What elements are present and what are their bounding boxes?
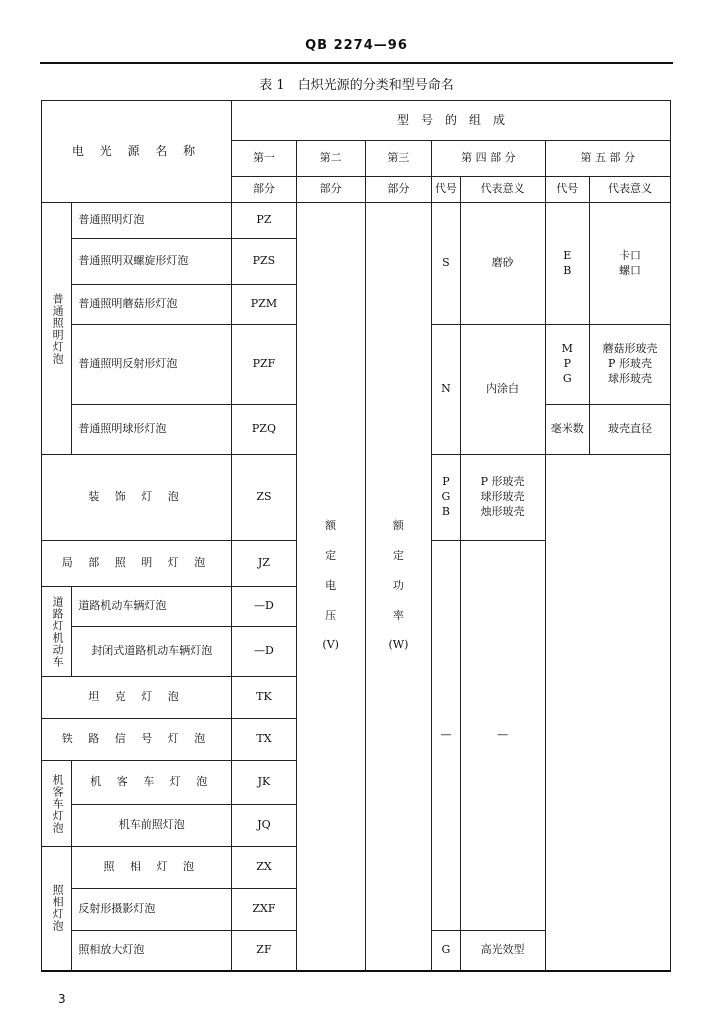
p4-meaning-d: — (460, 541, 545, 931)
part2-line1: 额 (325, 519, 337, 533)
name-r1: 普通照明灯泡 (72, 203, 232, 239)
group-loco-label: 机客车灯泡 (51, 773, 65, 834)
name-r14: 照 相 灯 泡 (72, 847, 232, 889)
standard-code: QB 2274—96 (305, 38, 408, 53)
p5-meanings-b (590, 325, 671, 405)
name-r7: 局 部 照 明 灯 泡 (42, 541, 232, 587)
name-r16: 照相放大灯泡 (72, 931, 232, 971)
group-general (42, 203, 72, 455)
p4-code-d: — (432, 541, 460, 931)
p4-meaning-e: 高光效型 (460, 931, 545, 971)
code-r14: ZX (232, 847, 297, 889)
name-r4: 普通照明反射形灯泡 (72, 325, 232, 405)
group-road-label: 道路灯机动车 (51, 595, 65, 668)
part3-col (365, 203, 432, 971)
p4-code-b: N (432, 325, 460, 455)
p4-code-c1: P (442, 475, 450, 489)
name-r12: 机 客 车 灯 泡 (72, 761, 232, 805)
p4-meaning-c3: 烛形玻壳 (480, 504, 525, 518)
p4-code-c2: G (441, 490, 451, 504)
part3-line2: 定 (392, 549, 404, 563)
header-part4-meaning: 代表意义 (460, 177, 545, 203)
code-r6: ZS (232, 455, 297, 541)
part3-line5: (W) (388, 638, 409, 652)
page-number: 3 (58, 992, 66, 1006)
name-r15: 反射形摄影灯泡 (72, 889, 232, 931)
part3-line3: 功 (392, 578, 404, 592)
code-r8: —D (232, 587, 297, 627)
header-name: 电 光 源 名 称 (42, 101, 232, 203)
name-r9: 封闭式道路机动车辆灯泡 (72, 627, 232, 677)
p5-meaning-a2: 螺口 (619, 263, 641, 277)
p5-codes-a (545, 203, 589, 325)
name-r2: 普通照明双螺旋形灯泡 (72, 239, 232, 285)
code-r9: —D (232, 627, 297, 677)
code-r16: ZF (232, 931, 297, 971)
group-road (42, 587, 72, 677)
header-part1-a: 第一 (232, 141, 297, 177)
code-r13: JQ (232, 805, 297, 847)
p5-meaning-c: 玻壳直径 (590, 405, 671, 455)
part2-line2: 定 (325, 549, 337, 563)
part2-line4: 压 (325, 608, 337, 622)
header-part4: 第 四 部 分 (432, 141, 545, 177)
header-part2-a: 第二 (296, 141, 365, 177)
p5-codes-b (545, 325, 589, 405)
group-photo (42, 847, 72, 971)
part2-line3: 电 (325, 578, 337, 592)
header-part5-meaning: 代表意义 (590, 177, 671, 203)
p5-meanings-a (590, 203, 671, 325)
group-general-label: 普通照明灯泡 (51, 292, 65, 365)
part3-line1: 额 (392, 519, 404, 533)
p4-codes-c (432, 455, 460, 541)
code-r4: PZF (232, 325, 297, 405)
name-r11: 铁 路 信 号 灯 泡 (42, 719, 232, 761)
header-part5: 第 五 部 分 (545, 141, 670, 177)
p4-code-a: S (432, 203, 460, 325)
p4-meaning-c2: 球形玻壳 (480, 490, 525, 504)
p5-code-a2: B (563, 263, 572, 277)
name-r13: 机车前照灯泡 (72, 805, 232, 847)
p4-meaning-b: 内涂白 (460, 325, 545, 455)
p4-code-c3: B (441, 504, 450, 518)
p5-meaning-b3: 球形玻壳 (608, 371, 652, 385)
header-part3-b: 部分 (365, 177, 432, 203)
p5-empty (545, 455, 670, 971)
header-part3-a: 第三 (365, 141, 432, 177)
code-r15: ZXF (232, 889, 297, 931)
part2-col (296, 203, 365, 971)
part2-line5: (V) (322, 638, 339, 652)
p5-code-b2: P (563, 357, 571, 371)
p5-code-c: 毫米数 (545, 405, 589, 455)
name-r10: 坦 克 灯 泡 (42, 677, 232, 719)
p5-code-b3: G (562, 371, 572, 385)
p5-meaning-b2: P 形玻壳 (608, 357, 652, 371)
header-part1-b: 部分 (232, 177, 297, 203)
name-r5: 普通照明球形灯泡 (72, 405, 232, 455)
p5-meaning-a1: 卡口 (619, 248, 641, 262)
name-r8: 道路机动车辆灯泡 (72, 587, 232, 627)
p4-meaning-c1: P 形玻壳 (480, 475, 525, 489)
group-loco (42, 761, 72, 847)
code-r2: PZS (232, 239, 297, 285)
name-r3: 普通照明蘑菇形灯泡 (72, 285, 232, 325)
p5-code-a1: E (563, 248, 572, 262)
code-r10: TK (232, 677, 297, 719)
p5-meaning-b1: 蘑菇形玻壳 (602, 342, 658, 356)
name-r6: 装 饰 灯 泡 (42, 455, 232, 541)
p4-meanings-c (460, 455, 545, 541)
header-model: 型 号 的 组 成 (232, 101, 671, 141)
code-r7: JZ (232, 541, 297, 587)
code-r5: PZQ (232, 405, 297, 455)
header-part2-b: 部分 (296, 177, 365, 203)
header-part4-code: 代号 (432, 177, 460, 203)
p4-code-e: G (432, 931, 460, 971)
part3-line4: 率 (392, 608, 404, 622)
header-part5-code: 代号 (545, 177, 589, 203)
code-r11: TX (232, 719, 297, 761)
code-r1: PZ (232, 203, 297, 239)
p4-meaning-a: 磨砂 (460, 203, 545, 325)
table-title: 表 1 白炽光源的分类和型号命名 (259, 78, 454, 93)
p5-code-b1: M (561, 342, 573, 356)
code-r12: JK (232, 761, 297, 805)
classification-table (41, 100, 671, 972)
code-r3: PZM (232, 285, 297, 325)
group-photo-label: 照相灯泡 (51, 884, 65, 933)
top-rule (40, 62, 673, 64)
